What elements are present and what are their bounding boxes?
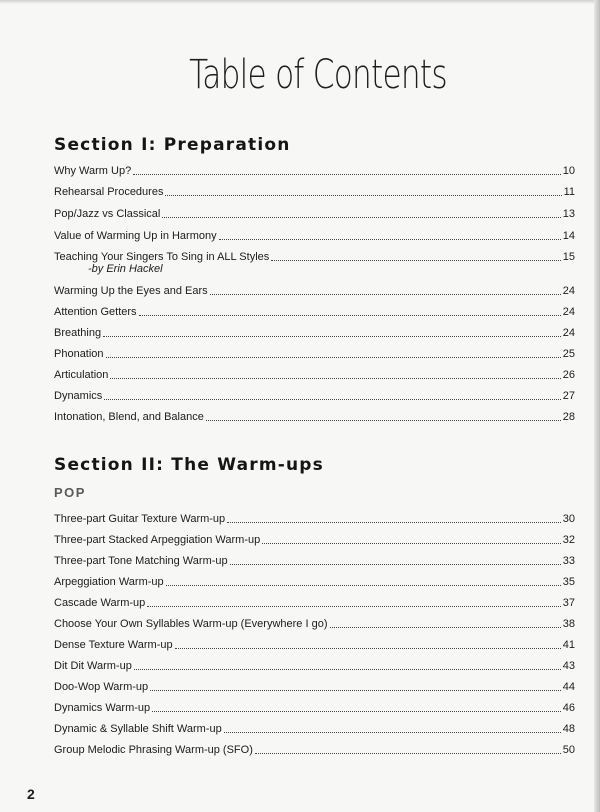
entry-label: Dynamics Warm-up [54, 702, 151, 714]
toc-entry[interactable] [54, 510, 575, 526]
dot-leader [162, 216, 560, 218]
entry-page: 37 [562, 597, 575, 609]
entry-page: 32 [562, 534, 575, 546]
entry-label: Phonation [54, 348, 104, 360]
entry-label: Dense Texture Warm-up [54, 639, 173, 651]
toc-entry[interactable] [54, 636, 575, 652]
dot-leader [165, 194, 561, 196]
dot-leader [227, 521, 561, 523]
entry-label: Rehearsal Procedures [54, 186, 164, 198]
entry-label: Doo-Wop Warm-up [54, 681, 149, 693]
entry-page: 24 [562, 306, 575, 318]
toc-entry[interactable] [54, 303, 575, 319]
entry-label: Group Melodic Phrasing Warm-up (SFO) [54, 744, 253, 756]
entry-page: 30 [562, 513, 575, 525]
entry-label: Why Warm Up? [54, 165, 132, 177]
toc-entry[interactable] [54, 678, 575, 694]
dot-leader [106, 356, 561, 358]
entry-label: Dynamic & Syllable Shift Warm-up [54, 723, 222, 735]
dot-leader [166, 584, 561, 586]
entry-label: Articulation [54, 369, 109, 381]
dot-leader [103, 335, 561, 337]
toc-entry[interactable] [54, 205, 575, 221]
toc-entry[interactable] [54, 699, 575, 715]
entry-page: 25 [562, 348, 575, 360]
entry-page: 26 [562, 369, 575, 381]
toc-entry[interactable] [54, 183, 575, 199]
toc-entry[interactable] [54, 387, 575, 403]
page-title: Table of Contents [189, 52, 447, 98]
entry-page: 35 [562, 576, 575, 588]
entry-label: Attention Getters [54, 306, 137, 318]
dot-leader [147, 605, 560, 607]
entry-page: 13 [562, 208, 575, 220]
dot-leader [255, 752, 561, 754]
entry-label: Intonation, Blend, and Balance [54, 411, 204, 423]
toc-entry[interactable] [54, 657, 575, 673]
entry-page: 14 [562, 230, 575, 242]
entry-label: Dynamics [54, 390, 103, 402]
entry-page: 24 [562, 285, 575, 297]
toc-entry[interactable] [54, 162, 575, 178]
entry-page: 38 [562, 618, 575, 630]
entry-page: 24 [562, 327, 575, 339]
dot-leader [219, 238, 561, 240]
entry-label: Choose Your Own Syllables Warm-up (Everywhere I go) [54, 618, 328, 630]
entry-label: Warming Up the Eyes and Ears [54, 285, 208, 297]
dot-leader [230, 563, 561, 565]
dot-leader [152, 710, 561, 712]
section-1-heading: Section I: Preparation [54, 135, 291, 155]
dot-leader [262, 542, 561, 544]
toc-entry[interactable] [54, 345, 575, 361]
dot-leader [210, 293, 561, 295]
entry-label: Breathing [54, 327, 102, 339]
dot-leader [150, 689, 561, 691]
dot-leader [139, 314, 561, 316]
toc-entry[interactable] [54, 408, 575, 424]
toc-entry[interactable] [54, 324, 575, 340]
entry-page: 10 [562, 165, 575, 177]
entry-page: 28 [562, 411, 575, 423]
entry-page: 11 [563, 186, 575, 198]
entry-label: Three-part Tone Matching Warm-up [54, 555, 228, 567]
entry-page: 44 [562, 681, 575, 693]
entry-page: 27 [562, 390, 575, 402]
dot-leader [110, 377, 560, 379]
toc-entry[interactable] [54, 531, 575, 547]
toc-entry[interactable] [54, 248, 575, 275]
entry-page: 15 [562, 251, 575, 263]
entry-label: Dit Dit Warm-up [54, 660, 132, 672]
dot-leader [206, 419, 561, 421]
toc-entry[interactable] [54, 594, 575, 610]
toc-entry[interactable] [54, 720, 575, 736]
entry-page: 43 [562, 660, 575, 672]
entry-page: 50 [562, 744, 575, 756]
page-number: 2 [27, 786, 35, 802]
entry-page: 46 [562, 702, 575, 714]
dot-leader [175, 647, 561, 649]
entry-page: 33 [562, 555, 575, 567]
dot-leader [134, 668, 561, 670]
toc-entry[interactable] [54, 282, 575, 298]
dot-leader [271, 259, 560, 261]
toc-entry[interactable] [54, 741, 575, 757]
entry-label: Pop/Jazz vs Classical [54, 208, 161, 220]
entry-byline: -by Erin Hackel [88, 263, 163, 275]
entry-label: Value of Warming Up in Harmony [54, 230, 217, 242]
toc-entry[interactable] [54, 615, 575, 631]
scan-edge-top [0, 0, 600, 4]
entry-label: Three-part Guitar Texture Warm-up [54, 513, 226, 525]
entry-page: 41 [562, 639, 575, 651]
scan-edge-right [594, 0, 600, 812]
toc-entry[interactable] [54, 573, 575, 589]
section-2-heading: Section II: The Warm-ups [54, 455, 324, 475]
dot-leader [224, 731, 561, 733]
dot-leader [330, 626, 561, 628]
section-2-subheading: POP [54, 485, 86, 500]
entry-page: 48 [562, 723, 575, 735]
dot-leader [133, 173, 561, 175]
toc-entry[interactable] [54, 227, 575, 243]
toc-entry[interactable] [54, 552, 575, 568]
toc-entry[interactable] [54, 366, 575, 382]
entry-label: Arpeggiation Warm-up [54, 576, 164, 588]
entry-label: Teaching Your Singers To Sing in ALL Styles [54, 251, 270, 263]
dot-leader [104, 398, 560, 400]
entry-label: Cascade Warm-up [54, 597, 146, 609]
entry-label: Three-part Stacked Arpeggiation Warm-up [54, 534, 261, 546]
